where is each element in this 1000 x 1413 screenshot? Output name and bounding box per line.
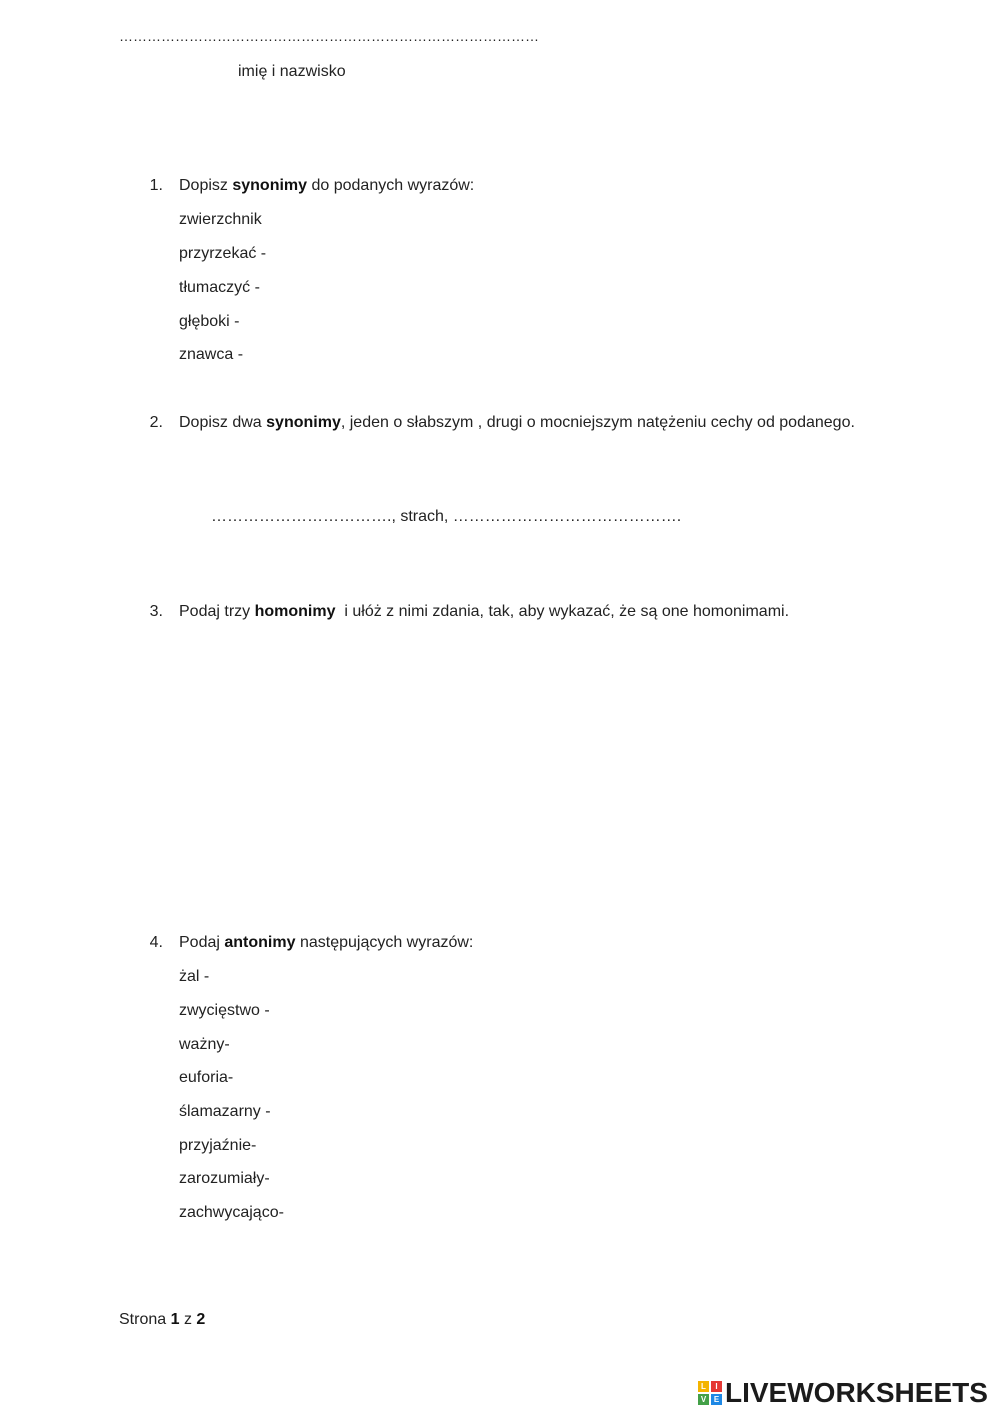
logo-cube: I [711, 1381, 722, 1392]
task-4-instruction [179, 933, 473, 953]
task-4-word: zarozumiały- [179, 1170, 270, 1187]
liveworksheets-logo [698, 1378, 988, 1408]
task-3-number: 3. [149, 603, 163, 620]
task-1-word: głęboki - [179, 313, 240, 330]
task-4-word: euforia- [179, 1069, 234, 1086]
page-number [119, 1310, 205, 1330]
task-4-prefix: Podaj [179, 934, 225, 951]
task-1-word: przyrzekać - [179, 245, 267, 262]
task-4-number: 4. [149, 934, 163, 951]
logo-cube: E [711, 1394, 722, 1405]
page-total: 2 [196, 1311, 206, 1328]
logo-cubes-icon [698, 1381, 722, 1405]
name-label: imię i nazwisko [238, 63, 346, 80]
task-4-word: ślamazarny - [179, 1103, 271, 1120]
task-4-word: żal - [179, 968, 210, 985]
task-2-prefix: Dopisz dwa [179, 414, 267, 431]
task-1-word: zwierzchnik [179, 211, 262, 228]
task-1-instruction [179, 176, 474, 196]
task-4-word: ważny- [179, 1036, 230, 1053]
task-3-keyword: homonimy [254, 603, 336, 620]
task-1-prefix: Dopisz [179, 177, 233, 194]
page-of: z [179, 1311, 197, 1328]
page-current: 1 [170, 1311, 180, 1328]
task-1-word: znawca - [179, 346, 244, 363]
task-4-word: przyjaźnie- [179, 1137, 257, 1154]
task-2-suffix: , jeden o słabszym , drugi o mocniejszym natężeniu cechy od podanego. [340, 414, 855, 431]
task-1-word: tłumaczyć - [179, 279, 260, 296]
task-1-number: 1. [149, 177, 163, 194]
task-1-keyword: synonimy [232, 177, 308, 194]
task-4-keyword: antonimy [224, 934, 296, 951]
task-4-suffix: następujących wyrazów: [295, 934, 474, 951]
logo-cube: V [698, 1394, 709, 1405]
logo-text: LIVEWORKSHEETS [725, 1377, 988, 1408]
task-2-instruction [179, 413, 855, 433]
task-2-keyword: synonimy [266, 414, 341, 431]
task-2-fill-line[interactable]: ……………………………., strach, ……………………………………. [211, 508, 682, 525]
name-dotted-line: ……………………………………………………………………………… [119, 28, 539, 44]
task-4-word: zwycięstwo - [179, 1002, 270, 1019]
task-3-instruction [179, 602, 789, 622]
task-2-number: 2. [149, 414, 163, 431]
task-4-word: zachwycająco- [179, 1204, 284, 1221]
task-3-prefix: Podaj trzy [179, 603, 255, 620]
task-1-suffix: do podanych wyrazów: [307, 177, 475, 194]
task-3-suffix: i ułóż z nimi zdania, tak, aby wykazać, że są one homonimami. [335, 603, 790, 620]
page-word: Strona [119, 1311, 171, 1328]
logo-cube: L [698, 1381, 709, 1392]
